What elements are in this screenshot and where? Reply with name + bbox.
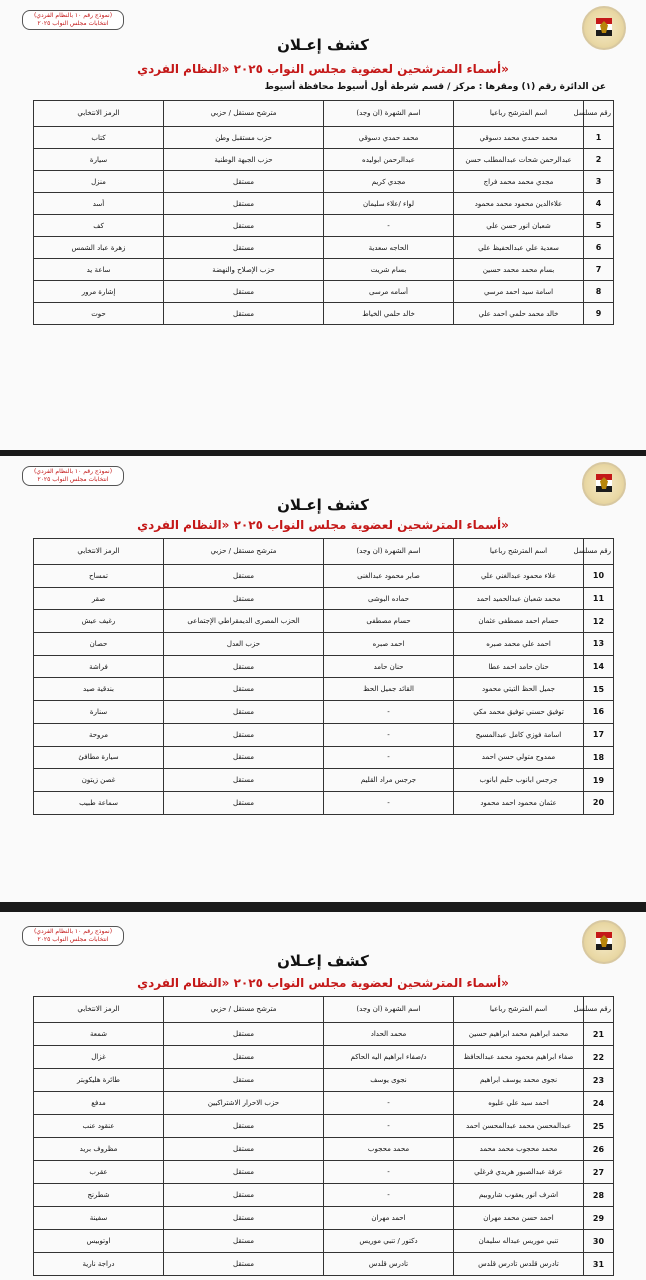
cell-name: ممدوح متولي حسن احمد <box>454 746 584 769</box>
cell-symbol: دراجة نارية <box>34 1253 164 1276</box>
cell-affiliation: حزب العدل <box>164 633 324 656</box>
cell-name: احمد سيد علي عليوه <box>454 1092 584 1115</box>
header-symbol: الرمز الانتخابي <box>34 997 164 1023</box>
cell-nickname: - <box>324 1115 454 1138</box>
document-page-2 <box>0 456 646 902</box>
cell-name: محمد محجوب محمد محمد <box>454 1138 584 1161</box>
district-info: عن الدائرة رقم (١) ومقرها : مركز / قسم شرطة أول أسيوط محافظة أسيوط <box>264 82 606 92</box>
table-row <box>34 791 614 814</box>
header-nickname: اسم الشهرة (ان وجد) <box>324 101 454 127</box>
table-row <box>34 127 614 149</box>
cell-serial: 5 <box>584 215 614 237</box>
cell-name: مجدي محمد محمد فراج <box>454 171 584 193</box>
table-row <box>34 303 614 325</box>
cell-serial: 27 <box>584 1161 614 1184</box>
cell-symbol: عقرب <box>34 1161 164 1184</box>
cell-serial: 25 <box>584 1115 614 1138</box>
page-subtitle: أسماء المترشحين لعضوية مجلس النواب ٢٠٢٥ «النظام الفردي» <box>137 62 509 76</box>
cell-symbol: حصان <box>34 633 164 656</box>
cell-symbol: بندقية صيد <box>34 678 164 701</box>
table-row <box>34 259 614 281</box>
cell-serial: 24 <box>584 1092 614 1115</box>
cell-serial: 29 <box>584 1207 614 1230</box>
cell-name: بسام محمد محمد حسين <box>454 259 584 281</box>
header-affiliation: مترشح مستقل / حزبي <box>164 101 324 127</box>
cell-serial: 4 <box>584 193 614 215</box>
cell-name: صفاء ابراهيم محمود محمد عبدالحافظ <box>454 1046 584 1069</box>
cell-affiliation: مستقل <box>164 655 324 678</box>
form-stamp: (نموذج رقم ١٠ بالنظام الفردي) انتخابات مجلس النواب ٢٠٢٥ <box>22 926 124 946</box>
table-row <box>34 1253 614 1276</box>
cell-nickname: د/صفاء ابراهيم اليه الحاكم <box>324 1046 454 1069</box>
cell-affiliation: حزب الاحرار الاشتراكيين <box>164 1092 324 1115</box>
cell-symbol: حوت <box>34 303 164 325</box>
cell-serial: 30 <box>584 1230 614 1253</box>
table-row <box>34 723 614 746</box>
table-row <box>34 1161 614 1184</box>
table-row <box>34 281 614 303</box>
cell-nickname: - <box>324 1184 454 1207</box>
cell-affiliation: مستقل <box>164 723 324 746</box>
cell-affiliation: مستقل <box>164 769 324 792</box>
table-row <box>34 701 614 724</box>
cell-name: حسام احمد مصطفى عثمان <box>454 610 584 633</box>
cell-nickname: صابر محمود عبدالغنى <box>324 565 454 588</box>
cell-serial: 17 <box>584 723 614 746</box>
cell-affiliation: مستقل <box>164 1046 324 1069</box>
cell-nickname: خالد حلمي الخياط <box>324 303 454 325</box>
cell-nickname: احمد صبره <box>324 633 454 656</box>
cell-serial: 3 <box>584 171 614 193</box>
table-row <box>34 171 614 193</box>
cell-affiliation: مستقل <box>164 303 324 325</box>
table-row <box>34 1207 614 1230</box>
cell-serial: 16 <box>584 701 614 724</box>
cell-symbol: اوتوبيس <box>34 1230 164 1253</box>
header-name: اسم المترشح رباعيا <box>454 101 584 127</box>
header-nickname: اسم الشهرة (ان وجد) <box>324 539 454 565</box>
cell-symbol: رغيف عيش <box>34 610 164 633</box>
cell-affiliation: مستقل <box>164 193 324 215</box>
cell-symbol: سيارة <box>34 149 164 171</box>
cell-affiliation: مستقل <box>164 1023 324 1046</box>
cell-name: اسامة سيد احمد مرسي <box>454 281 584 303</box>
cell-nickname: تادرس قلدس <box>324 1253 454 1276</box>
cell-nickname: حماده البوشى <box>324 587 454 610</box>
header-serial: رقم مسلسل <box>584 539 614 565</box>
cell-symbol: سفينة <box>34 1207 164 1230</box>
cell-affiliation: مستقل <box>164 587 324 610</box>
page-title: كشف إعـلان <box>277 36 369 54</box>
cell-serial: 12 <box>584 610 614 633</box>
cell-name: علاء محمود عبدالغني علي <box>454 565 584 588</box>
cell-symbol: سيارة مطافئ <box>34 746 164 769</box>
cell-serial: 19 <box>584 769 614 792</box>
cell-serial: 6 <box>584 237 614 259</box>
cell-name: اشرف انور يعقوب شاروبيم <box>454 1184 584 1207</box>
table-row <box>34 587 614 610</box>
cell-nickname: محمد الحداد <box>324 1023 454 1046</box>
cell-name: جرجس ابانوب حليم ابانوب <box>454 769 584 792</box>
cell-affiliation: مستقل <box>164 1184 324 1207</box>
header-nickname: اسم الشهرة (ان وجد) <box>324 997 454 1023</box>
cell-nickname: - <box>324 1092 454 1115</box>
cell-symbol: سماعة طبيب <box>34 791 164 814</box>
cell-affiliation: مستقل <box>164 1230 324 1253</box>
cell-affiliation: مستقل <box>164 1207 324 1230</box>
header-serial: رقم مسلسل <box>584 997 614 1023</box>
header-symbol: الرمز الانتخابي <box>34 101 164 127</box>
cell-affiliation: مستقل <box>164 281 324 303</box>
cell-serial: 22 <box>584 1046 614 1069</box>
cell-symbol: طائرة هليكوبتر <box>34 1069 164 1092</box>
table-row <box>34 746 614 769</box>
cell-nickname: محمد محجوب <box>324 1138 454 1161</box>
cell-affiliation: مستقل <box>164 237 324 259</box>
cell-nickname: لواء /علاء سليمان <box>324 193 454 215</box>
cell-serial: 7 <box>584 259 614 281</box>
cell-symbol: عنقود عنب <box>34 1115 164 1138</box>
cell-nickname: - <box>324 215 454 237</box>
cell-affiliation: حزب مستقبل وطن <box>164 127 324 149</box>
cell-nickname: نجوى يوسف <box>324 1069 454 1092</box>
cell-serial: 10 <box>584 565 614 588</box>
cell-symbol: تمساح <box>34 565 164 588</box>
cell-nickname: احمد مهران <box>324 1207 454 1230</box>
table-row <box>34 633 614 656</box>
cell-symbol: زهرة عباد الشمس <box>34 237 164 259</box>
cell-nickname: الحاجه سعدية <box>324 237 454 259</box>
document-page-1 <box>0 0 646 450</box>
page-title: كشف إعـلان <box>277 496 369 514</box>
cell-serial: 1 <box>584 127 614 149</box>
cell-serial: 9 <box>584 303 614 325</box>
cell-name: خالد محمد حلمي احمد علي <box>454 303 584 325</box>
cell-serial: 20 <box>584 791 614 814</box>
cell-nickname: - <box>324 723 454 746</box>
cell-symbol: ساعة يد <box>34 259 164 281</box>
cell-name: محمد حمدي محمد دسوقي <box>454 127 584 149</box>
cell-nickname: القائد جميل الحظ <box>324 678 454 701</box>
cell-name: عبدالرحمن شحات عبدالمطلب حسن <box>454 149 584 171</box>
cell-name: محمد شعبان عبدالحميد احمد <box>454 587 584 610</box>
cell-serial: 31 <box>584 1253 614 1276</box>
form-stamp: (نموذج رقم ١٠ بالنظام الفردي) انتخابات مجلس النواب ٢٠٢٥ <box>22 466 124 486</box>
cell-symbol: كتاب <box>34 127 164 149</box>
cell-affiliation: مستقل <box>164 565 324 588</box>
cell-serial: 15 <box>584 678 614 701</box>
cell-affiliation: مستقل <box>164 791 324 814</box>
cell-name: احمد علي محمد صبره <box>454 633 584 656</box>
table-row <box>34 655 614 678</box>
document-page-3 <box>0 912 646 1280</box>
cell-affiliation: مستقل <box>164 1069 324 1092</box>
cell-serial: 21 <box>584 1023 614 1046</box>
table-row <box>34 1092 614 1115</box>
cell-nickname: عبدالرحمن ابوليده <box>324 149 454 171</box>
cell-nickname: بسام شريت <box>324 259 454 281</box>
page-subtitle: أسماء المترشحين لعضوية مجلس النواب ٢٠٢٥ «النظام الفردي» <box>137 976 509 990</box>
cell-nickname: - <box>324 746 454 769</box>
cell-nickname: أسامه مرسى <box>324 281 454 303</box>
cell-nickname: - <box>324 791 454 814</box>
cell-nickname: محمد حمدي دسوقي <box>324 127 454 149</box>
cell-symbol: أسد <box>34 193 164 215</box>
table-row <box>34 769 614 792</box>
cell-affiliation: مستقل <box>164 215 324 237</box>
cell-name: محمد ابراهيم محمد ابراهيم حسين <box>454 1023 584 1046</box>
table-row <box>34 565 614 588</box>
form-stamp: (نموذج رقم ١٠ بالنظام الفردي) انتخابات مجلس النواب ٢٠٢٥ <box>22 10 124 30</box>
cell-name: سعدية علي عبدالحفيظ علي <box>454 237 584 259</box>
cell-serial: 11 <box>584 587 614 610</box>
cell-symbol: مدفع <box>34 1092 164 1115</box>
cell-name: حنان حامد احمد عطا <box>454 655 584 678</box>
candidates-table <box>33 538 614 815</box>
cell-name: علاءالدين محمود محمد محمود <box>454 193 584 215</box>
cell-nickname: مجدي كريم <box>324 171 454 193</box>
cell-name: عرفة عبدالصبور هريدي فرغلي <box>454 1161 584 1184</box>
cell-affiliation: الحزب المصرى الديمقراطي الإجتماعى <box>164 610 324 633</box>
header-affiliation: مترشح مستقل / حزبي <box>164 539 324 565</box>
table-row <box>34 215 614 237</box>
table-row <box>34 193 614 215</box>
cell-affiliation: مستقل <box>164 701 324 724</box>
cell-symbol: شمعة <box>34 1023 164 1046</box>
table-row <box>34 1138 614 1161</box>
header-serial: رقم مسلسل <box>584 101 614 127</box>
table-row <box>34 678 614 701</box>
cell-nickname: دكتور / تنبي موريس <box>324 1230 454 1253</box>
cell-name: جميل الحظ التيتي محمود <box>454 678 584 701</box>
cell-affiliation: مستقل <box>164 678 324 701</box>
cell-name: تادرس قلدس تادرس قلدس <box>454 1253 584 1276</box>
cell-name: تنبي موريس عبداله سليمان <box>454 1230 584 1253</box>
table-row <box>34 1023 614 1046</box>
header-name: اسم المترشح رباعيا <box>454 997 584 1023</box>
cell-serial: 18 <box>584 746 614 769</box>
candidates-table <box>33 996 614 1276</box>
cell-symbol: منزل <box>34 171 164 193</box>
cell-nickname: جرجس مراد القليم <box>324 769 454 792</box>
table-row <box>34 610 614 633</box>
cell-nickname: - <box>324 701 454 724</box>
cell-symbol: مروحة <box>34 723 164 746</box>
cell-affiliation: حزب الجبهة الوطنية <box>164 149 324 171</box>
cell-name: احمد حسن محمد مهران <box>454 1207 584 1230</box>
candidates-table <box>33 100 614 325</box>
cell-name: اسامة فوزي كامل عبدالمسيح <box>454 723 584 746</box>
cell-serial: 14 <box>584 655 614 678</box>
cell-symbol: غزال <box>34 1046 164 1069</box>
cell-affiliation: مستقل <box>164 1138 324 1161</box>
cell-name: عثمان محمود احمد محمود <box>454 791 584 814</box>
cell-affiliation: حزب الإصلاح والنهضة <box>164 259 324 281</box>
cell-nickname: حنان حامد <box>324 655 454 678</box>
cell-symbol: إشارة مرور <box>34 281 164 303</box>
header-name: اسم المترشح رباعيا <box>454 539 584 565</box>
cell-affiliation: مستقل <box>164 1115 324 1138</box>
cell-serial: 26 <box>584 1138 614 1161</box>
page-subtitle: أسماء المترشحين لعضوية مجلس النواب ٢٠٢٥ «النظام الفردي» <box>137 518 509 532</box>
cell-affiliation: مستقل <box>164 1161 324 1184</box>
cell-serial: 8 <box>584 281 614 303</box>
cell-affiliation: مستقل <box>164 171 324 193</box>
table-row <box>34 1046 614 1069</box>
table-row <box>34 1115 614 1138</box>
header-symbol: الرمز الانتخابي <box>34 539 164 565</box>
cell-serial: 2 <box>584 149 614 171</box>
cell-symbol: صقر <box>34 587 164 610</box>
cell-affiliation: مستقل <box>164 746 324 769</box>
cell-name: نجوى محمد يوسف ابراهيم <box>454 1069 584 1092</box>
cell-symbol: كف <box>34 215 164 237</box>
cell-symbol: شطرنج <box>34 1184 164 1207</box>
cell-symbol: غصن زيتون <box>34 769 164 792</box>
cell-name: توفيق حسني توفيق محمد مكي <box>454 701 584 724</box>
cell-serial: 28 <box>584 1184 614 1207</box>
cell-nickname: حسام مصطفى <box>324 610 454 633</box>
table-row <box>34 1069 614 1092</box>
cell-nickname: - <box>324 1161 454 1184</box>
table-row <box>34 1184 614 1207</box>
table-row <box>34 237 614 259</box>
cell-symbol: سنارة <box>34 701 164 724</box>
table-row <box>34 1230 614 1253</box>
cell-serial: 23 <box>584 1069 614 1092</box>
cell-name: شعبان انور حسن علي <box>454 215 584 237</box>
cell-serial: 13 <box>584 633 614 656</box>
cell-symbol: فراشة <box>34 655 164 678</box>
page-title: كشف إعـلان <box>277 952 369 970</box>
cell-name: عبدالمحسن محمد عبدالمحسن احمد <box>454 1115 584 1138</box>
cell-affiliation: مستقل <box>164 1253 324 1276</box>
cell-symbol: مظروف بريد <box>34 1138 164 1161</box>
header-affiliation: مترشح مستقل / حزبي <box>164 997 324 1023</box>
table-row <box>34 149 614 171</box>
